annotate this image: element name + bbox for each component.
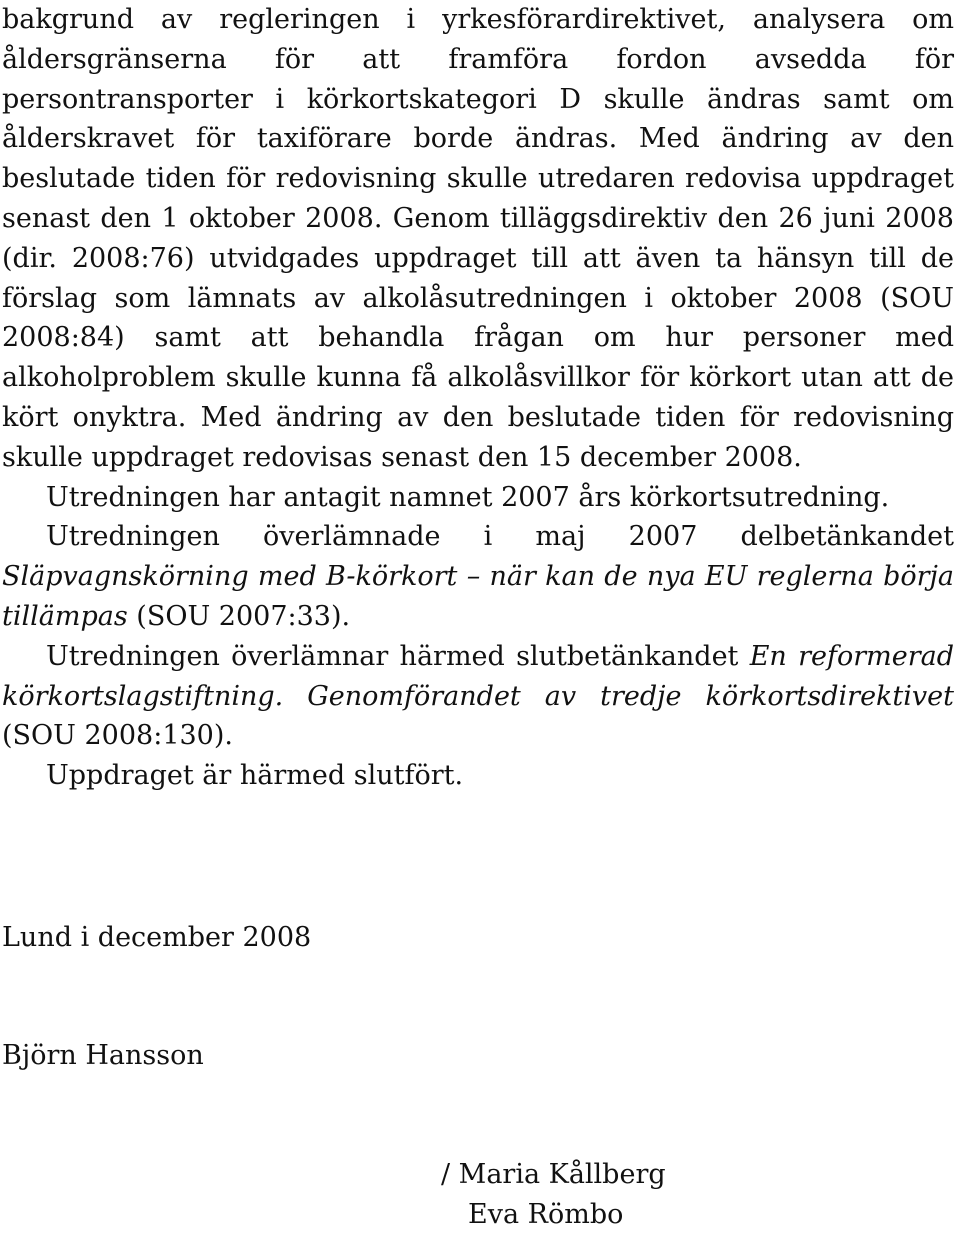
secretary-name: / Maria Kållberg xyxy=(441,1159,666,1190)
paragraph-background xyxy=(2,0,954,478)
paragraph-final-report xyxy=(2,637,954,756)
paragraph-text: (SOU 2007:33). xyxy=(127,600,351,632)
paragraph-text: (SOU 2008:130). xyxy=(2,720,233,752)
paragraph-interim-report xyxy=(2,517,954,636)
paragraph-text: Uppdraget är härmed slutfört. xyxy=(46,760,464,792)
paragraph-text: Utredningen har antagit namnet 2007 års körkortsutredning. xyxy=(46,481,890,513)
paragraph-text: Utredningen överlämnade i maj 2007 delbetänkandet xyxy=(46,521,954,553)
secretary-name: Eva Römbo xyxy=(468,1199,624,1230)
signatory-name: Björn Hansson xyxy=(2,1040,204,1071)
paragraph-inquiry-name xyxy=(2,478,954,518)
paragraph-completed xyxy=(2,756,954,796)
final-report-title: En reformerad körkortslagstiftning. Genomförandet av tredje körkortsdirektivet xyxy=(2,640,954,712)
paragraph-text: bakgrund av regleringen i yrkesförardirektivet, analysera om åldersgränserna för att framföra fordon avsedda för persontransporter i körkortskategori D skulle ändras samt om ålderskravet för taxiförare borde ändras. Med ändring av den beslutade tiden för redovisning skulle utredaren redovisa uppdraget senast den 1 oktober 2008. Genom tilläggsdirektiv den 26 juni 2008 (dir. 2008:76) utvidgades uppdraget till att även ta hänsyn till de förslag som lämnats av alkolåsutredningen i oktober 2008 (SOU 2008:84) samt att behandla frågan om hur personer med alkoholproblem skulle kunna få alkolåsvillkor för körkort utan att de kört onyktra. Med ändring av den beslutade tiden för redovisning skulle uppdraget redovisas senast den 15 december 2008. xyxy=(2,4,954,473)
interim-report-title: Släpvagnskörning med B-körkort – när kan de nya EU reglerna börja tillämpas xyxy=(2,561,954,632)
paragraph-text: Utredningen överlämnar härmed slutbetänkandet xyxy=(46,640,750,672)
document-body xyxy=(2,0,954,796)
place-and-date: Lund i december 2008 xyxy=(2,922,312,953)
